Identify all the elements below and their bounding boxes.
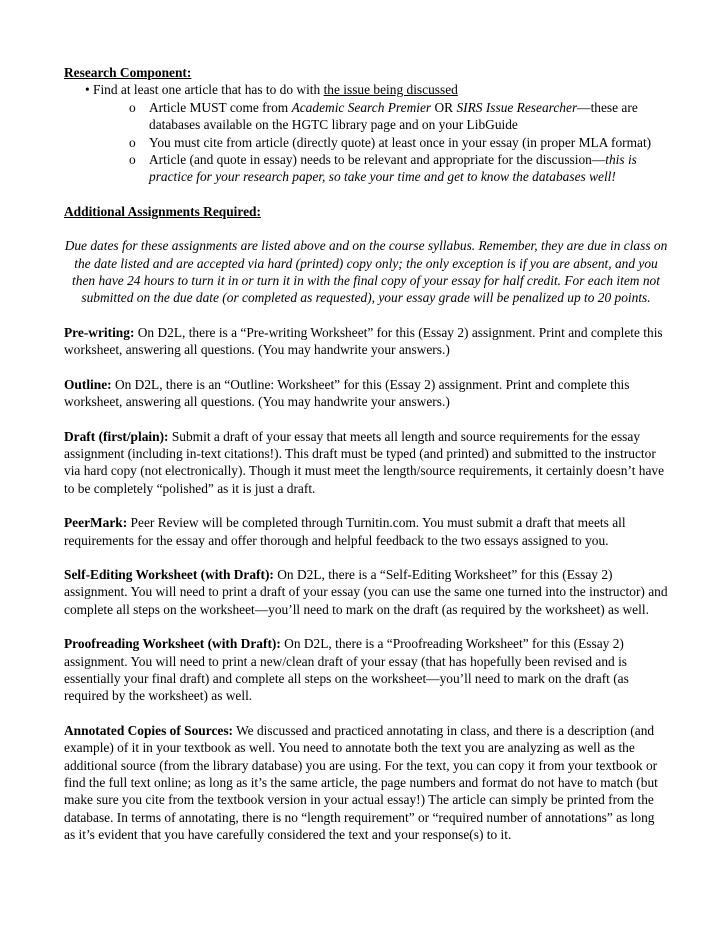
assignment-item	[64, 514, 668, 549]
circle-bullet-icon: o	[129, 134, 136, 150]
assignment-item	[64, 376, 668, 411]
circle-bullet-icon: o	[129, 99, 136, 115]
assignment-item-body: Peer Review will be completed through Turnitin.com. You must submit a draft that meets all requirements for the essay and offer thorough and helpful feedback to the two essays assigned to you.	[64, 515, 626, 548]
bullet-dot-icon: •	[85, 82, 90, 98]
research-sub-item	[64, 151, 668, 186]
research-bullet-underlined: the issue being discussed	[323, 82, 458, 98]
assignment-item	[64, 324, 668, 359]
assignment-item-title: Draft (first/plain):	[64, 428, 169, 444]
sub-item-text: this is practice for your research paper, so take your time and get to know the databases well!	[149, 152, 637, 185]
research-sub-list	[64, 99, 668, 186]
assignment-item	[64, 428, 668, 498]
assignment-item-title: Self-Editing Worksheet (with Draft):	[64, 566, 274, 582]
assignment-item-body: Submit a draft of your essay that meets all length and source requirements for the essay assignment (including in-text citations!). This draft must be typed (and printed) and submitted to the instructor via hard copy (not electronically). Though it must meet the length/source requirements, it certainly doesn’t have to be completely “polished” as it is just a draft.	[64, 428, 665, 496]
assignment-item-title: Pre-writing:	[64, 324, 135, 340]
sub-item-text: You must cite from article (directly quote) at least once in your essay (in proper MLA format)	[149, 134, 652, 150]
sub-item-text: SIRS Issue Researcher	[456, 99, 578, 115]
assignment-item-body: On D2L, there is a “Self-Editing Worksheet” for this (Essay 2) assignment. You will need to print a draft of your essay (you can use the same one turned into the instructor) and complete all steps on the worksheet—you’ll need to mark on the draft (as required by the worksheet) as well.	[64, 566, 668, 617]
assignment-item-body: On D2L, there is a “Proofreading Worksheet” for this (Essay 2) assignment. You will need to print a new/clean draft of your essay (that has hopefully been revised and is essentially your final draft) and complete all steps on the worksheet—you’ll need to mark on the draft (as required by the worksheet) as well.	[64, 636, 629, 704]
circle-bullet-icon: o	[129, 152, 136, 168]
due-date-notice: Due dates for these assignments are listed above and on the course syllabus. Remember, they are due in class on the date listed and are accepted via hard (printed) copy only; the only exception is if you are absent, and you then have 24 hours to turn it in or turn it in with the final copy of your essay for half credit. For each item not submitted on the due date (or completed as requested), your essay grade will be penalized up to 20 points.	[64, 238, 668, 306]
sub-item-text: Article (and quote in essay) needs to be relevant and appropriate for the discussion—	[149, 152, 606, 168]
assignment-item-body: On D2L, there is an “Outline: Worksheet” for this (Essay 2) assignment. Print and complete this worksheet, answering all questions. (You may handwrite your answers.)	[64, 376, 630, 410]
assignment-item	[64, 635, 668, 705]
research-bullet-text: Find at least one article that has to do with	[93, 82, 324, 98]
assignment-item-body: On D2L, there is a “Pre-writing Worksheet” for this (Essay 2) assignment. Print and complete this worksheet, answering all questions. (You may handwrite your answers.)	[64, 324, 663, 358]
assignment-item	[64, 722, 668, 844]
assignment-item-title: Annotated Copies of Sources:	[64, 722, 233, 738]
assignment-items	[64, 324, 668, 844]
assignment-item-body: We discussed and practiced annotating in class, and there is a description (and example) of it in your textbook as well. You need to annotate both the text you are analyzing as well as the additional source (from the library database) you are using. For the text, you can copy it from your textbook or find the full text online; as long as it’s the same article, the page numbers and format do not have to match (but make sure you cite from the textbook version in your actual essay!) The article can simply be printed from the database. In terms of annotating, there is no “length requirement” or “required number of annotations” as long as it’s evident that you have carefully considered the text and your response(s) to it.	[64, 722, 658, 843]
assignment-item-title: Outline:	[64, 376, 112, 392]
research-sub-item	[64, 134, 668, 151]
sub-item-text: OR	[431, 99, 457, 115]
document-page	[64, 64, 668, 844]
research-bullet	[64, 81, 668, 98]
additional-assignments-heading: Additional Assignments Required:	[64, 203, 261, 219]
sub-item-text: Academic Search Premier	[291, 99, 432, 115]
research-component-heading: Research Component:	[64, 65, 192, 80]
research-sub-item	[64, 99, 668, 134]
assignment-item-title: PeerMark:	[64, 515, 128, 531]
assignment-item-title: Proofreading Worksheet (with Draft):	[64, 636, 281, 652]
assignment-item	[64, 566, 668, 618]
sub-item-text: —these are databases available on the HGTC library page and on your LibGuide	[149, 99, 638, 133]
sub-item-text: Article MUST come from	[149, 99, 292, 115]
